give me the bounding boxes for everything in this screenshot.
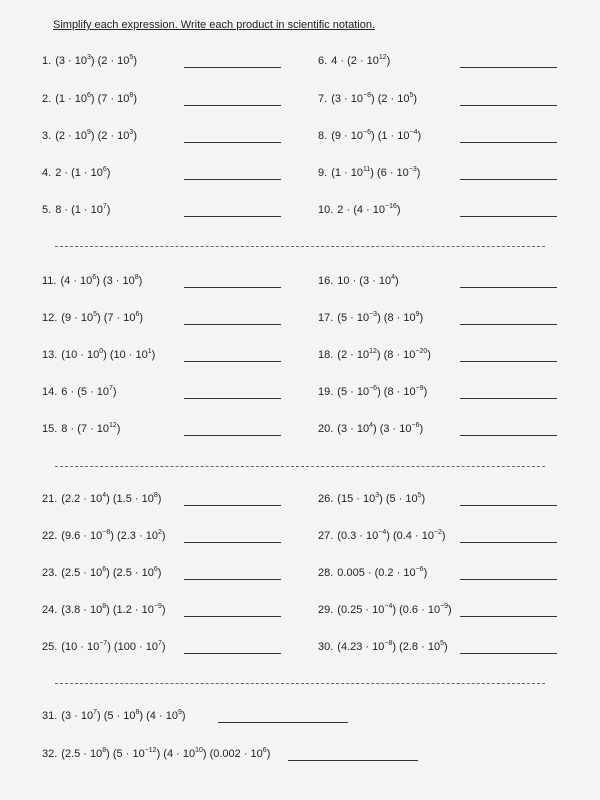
problem-8: [318, 128, 421, 144]
expression-text: (15 · 10: [337, 493, 376, 505]
expression-text: ) (4 · 10: [139, 710, 178, 722]
problem-expression: [337, 204, 400, 216]
problem-expression: [337, 641, 447, 653]
expression-text: ): [133, 93, 137, 105]
expression-text: ) (8 · 10: [377, 312, 416, 324]
expression-text: ) (2 · 10: [370, 93, 410, 105]
problem-expression: [61, 710, 185, 722]
expression-text: ): [112, 386, 117, 398]
problem-29: [318, 602, 452, 618]
problem-14: [42, 384, 117, 400]
expression-text: ): [395, 275, 399, 287]
exponent: 12: [108, 422, 117, 429]
exponent: −8: [102, 529, 111, 536]
problem-number: 19.: [318, 386, 334, 398]
problem-expression: [61, 423, 120, 435]
problem-expression: [331, 167, 420, 179]
exponent: 8: [135, 709, 140, 716]
expression-text: ): [106, 204, 111, 216]
answer-blank[interactable]: [184, 105, 281, 106]
problem-expression: [337, 567, 427, 579]
expression-text: ) (100 · 10: [107, 641, 158, 653]
problem-expression: [61, 567, 161, 579]
exponent: 9: [415, 311, 420, 318]
exponent: −20: [415, 348, 428, 355]
problem-expression: [337, 604, 451, 616]
answer-blank[interactable]: [184, 361, 281, 362]
expression-text: ) (3 · 10: [96, 275, 135, 287]
problem-4: [42, 165, 110, 181]
problem-number: 2.: [42, 93, 52, 105]
expression-text: ): [386, 55, 391, 67]
exponent: −7: [99, 640, 108, 647]
problem-2: [42, 91, 137, 107]
expression-text: ): [417, 130, 422, 142]
expression-text: ) (0.6 · 10: [392, 604, 441, 616]
problem-expression: [60, 275, 142, 287]
expression-text: (10 · 10: [61, 641, 100, 653]
exponent: 6: [102, 166, 107, 173]
answer-blank[interactable]: [460, 542, 557, 543]
expression-text: 2 · (4 · 10: [337, 204, 385, 216]
answer-blank[interactable]: [184, 435, 281, 436]
problem-number: 23.: [42, 567, 58, 579]
exponent: 8: [102, 603, 107, 610]
problem-30: [318, 639, 448, 655]
expression-text: ): [116, 423, 121, 435]
exponent: 8: [129, 92, 134, 99]
answer-blank[interactable]: [460, 287, 557, 288]
expression-text: (3 · 10: [61, 710, 94, 722]
expression-text: ) (1 · 10: [370, 130, 410, 142]
exponent: 3: [375, 492, 380, 499]
problem-expression: [55, 204, 110, 216]
exponent: 5: [409, 92, 414, 99]
exponent: 4: [391, 274, 396, 281]
answer-blank[interactable]: [184, 142, 281, 143]
exponent: 4: [102, 492, 107, 499]
expression-text: ) (0.4 · 10: [386, 530, 434, 542]
problem-expression: [337, 312, 423, 324]
problem-12: [42, 310, 143, 326]
problem-6: [318, 53, 390, 69]
expression-text: ): [139, 312, 144, 324]
problem-number: 20.: [318, 423, 334, 435]
expression-text: ) (6 · 10: [370, 167, 409, 179]
problem-number: 22.: [42, 530, 58, 542]
problem-expression: [55, 167, 110, 179]
problem-20: [318, 421, 423, 437]
problem-expression: [55, 93, 137, 105]
exponent: 5: [93, 311, 97, 318]
problem-7: [318, 91, 417, 107]
answer-blank[interactable]: [460, 435, 557, 436]
answer-blank[interactable]: [460, 179, 557, 180]
answer-blank[interactable]: [460, 105, 557, 106]
problem-number: 12.: [42, 312, 58, 324]
problem-number: 24.: [42, 604, 58, 616]
expression-text: ): [419, 423, 424, 435]
expression-text: ): [448, 604, 452, 616]
expression-text: ): [443, 641, 448, 653]
exponent: 5: [440, 640, 444, 647]
problem-number: 21.: [42, 493, 58, 505]
problem-number: 14.: [42, 386, 58, 398]
problem-number: 30.: [318, 641, 334, 653]
expression-text: (10 · 10: [61, 349, 100, 361]
problem-10: [318, 202, 401, 218]
expression-text: (4.23 · 10: [337, 641, 385, 653]
problem-expression: [61, 386, 116, 398]
exponent: −2: [433, 529, 442, 536]
answer-blank[interactable]: [184, 616, 281, 617]
expression-text: 8 · (7 · 10: [61, 423, 109, 435]
exponent: 5: [417, 492, 422, 499]
answer-blank[interactable]: [460, 616, 557, 617]
problem-15: [42, 421, 120, 437]
exponent: −12: [144, 747, 157, 754]
problem-expression: [55, 55, 137, 67]
expression-text: ): [396, 204, 401, 216]
expression-text: ) (7 · 10: [97, 312, 136, 324]
expression-text: ): [106, 167, 111, 179]
expression-text: ) (1.2 · 10: [106, 604, 154, 616]
problem-3: [42, 128, 137, 144]
exponent: 6: [92, 274, 97, 281]
expression-text: ) (7 · 10: [90, 93, 130, 105]
expression-text: 4 · (2 · 10: [331, 55, 379, 67]
problem-number: 4.: [42, 167, 52, 179]
expression-text: (0.3 · 10: [337, 530, 379, 542]
expression-text: (9 · 10: [61, 312, 94, 324]
problem-number: 7.: [318, 93, 328, 105]
problem-number: 13.: [42, 349, 58, 361]
answer-blank[interactable]: [184, 579, 281, 580]
problem-expression: [337, 349, 431, 361]
expression-text: (3 · 10: [55, 55, 87, 67]
exponent: 12: [369, 348, 377, 355]
problem-17: [318, 310, 423, 326]
problem-expression: [61, 312, 143, 324]
problem-number: 3.: [42, 130, 52, 142]
problem-1: [42, 53, 137, 69]
exponent: 10: [195, 747, 203, 754]
answer-blank[interactable]: [460, 398, 557, 399]
problem-9: [318, 165, 420, 181]
expression-text: ): [133, 55, 137, 67]
problem-number: 5.: [42, 204, 52, 216]
answer-blank[interactable]: [218, 722, 348, 723]
problem-number: 25.: [42, 641, 58, 653]
expression-text: (2.5 · 10: [61, 748, 103, 760]
exponent: −3: [408, 166, 417, 173]
expression-text: ): [421, 493, 426, 505]
expression-text: ) (5 · 10: [106, 748, 145, 760]
problem-number: 26.: [318, 493, 334, 505]
expression-text: ) (5 · 10: [97, 710, 136, 722]
problem-25: [42, 639, 166, 655]
exponent: 6: [135, 311, 140, 318]
problem-19: [318, 384, 427, 400]
expression-text: (5 · 10: [337, 312, 370, 324]
problem-11: [42, 273, 142, 289]
exponent: 7: [102, 203, 107, 210]
answer-blank[interactable]: [184, 179, 281, 180]
expression-text: 2 · (1 · 10: [55, 167, 103, 179]
problem-number: 8.: [318, 130, 328, 142]
problem-24: [42, 602, 166, 618]
problem-5: [42, 202, 110, 218]
expression-text: ) (3 · 10: [373, 423, 412, 435]
exponent: −16: [384, 203, 397, 210]
expression-text: ): [181, 710, 186, 722]
problem-expression: [61, 748, 270, 760]
expression-text: (9 · 10: [331, 130, 363, 142]
problem-number: 27.: [318, 530, 334, 542]
exponent: 12: [378, 54, 387, 61]
expression-text: ): [133, 130, 137, 142]
problem-number: 17.: [318, 312, 334, 324]
expression-text: ) (2 · 10: [90, 55, 130, 67]
exponent: 8: [134, 274, 139, 281]
exponent: 3: [129, 129, 134, 136]
problem-expression: [331, 55, 390, 67]
expression-text: ) (2 · 10: [90, 130, 130, 142]
answer-blank[interactable]: [184, 67, 281, 68]
expression-text: ): [157, 493, 162, 505]
expression-text: ) (10 · 10: [103, 349, 148, 361]
expression-text: ): [419, 312, 424, 324]
exponent: 11: [362, 166, 371, 173]
problem-28: [318, 565, 427, 581]
problem-number: 18.: [318, 349, 334, 361]
exponent: 1: [147, 348, 152, 355]
expression-text: (1 · 10: [55, 93, 87, 105]
answer-blank[interactable]: [460, 142, 557, 143]
expression-text: ) (0.002 · 10: [202, 748, 263, 760]
expression-text: ): [157, 567, 162, 579]
exponent: 8: [153, 492, 158, 499]
problem-number: 28.: [318, 567, 334, 579]
exponent: 6: [153, 566, 158, 573]
exponent: 8: [102, 747, 107, 754]
problem-number: 16.: [318, 275, 334, 287]
problem-number: 6.: [318, 55, 328, 67]
expression-text: ) (4 · 10: [156, 748, 196, 760]
answer-blank[interactable]: [460, 324, 557, 325]
problem-number: 9.: [318, 167, 328, 179]
answer-blank[interactable]: [288, 760, 418, 761]
problem-expression: [337, 386, 427, 398]
expression-text: ): [441, 530, 446, 542]
problem-expression: [331, 130, 421, 142]
exponent: 6: [86, 92, 91, 99]
problem-22: [42, 528, 166, 544]
problem-expression: [61, 349, 155, 361]
expression-text: ): [413, 93, 418, 105]
expression-text: (2 · 10: [55, 130, 87, 142]
expression-text: ): [161, 641, 166, 653]
expression-text: 8 · (1 · 10: [55, 204, 103, 216]
problem-expression: [61, 604, 165, 616]
problem-number: 15.: [42, 423, 58, 435]
exponent: 9: [177, 709, 182, 716]
expression-text: ) (8 · 10: [376, 349, 416, 361]
exponent: 0: [99, 348, 104, 355]
expression-text: (5 · 10: [337, 386, 370, 398]
expression-text: ): [427, 349, 431, 361]
expression-text: (3 · 10: [337, 423, 370, 435]
exponent: 7: [108, 385, 113, 392]
expression-text: ): [266, 748, 271, 760]
exponent: 6: [262, 747, 267, 754]
section-divider: [55, 683, 545, 684]
expression-text: (2.2 · 10: [61, 493, 103, 505]
answer-blank[interactable]: [460, 505, 557, 506]
problem-18: [318, 347, 431, 363]
problem-31: [42, 708, 186, 724]
problem-number: 1.: [42, 55, 52, 67]
expression-text: ) (8 · 10: [377, 386, 416, 398]
exponent: −4: [378, 529, 387, 536]
problem-21: [42, 491, 161, 507]
problem-expression: [61, 641, 165, 653]
answer-blank[interactable]: [460, 579, 557, 580]
exponent: −9: [153, 603, 162, 610]
answer-blank[interactable]: [184, 398, 281, 399]
problem-expression: [61, 493, 161, 505]
answer-blank[interactable]: [184, 287, 281, 288]
expression-text: ) (2.8 · 10: [392, 641, 441, 653]
exponent: −9: [415, 385, 424, 392]
section-divider: [55, 466, 545, 467]
answer-blank[interactable]: [460, 653, 557, 654]
expression-text: (2 · 10: [337, 349, 370, 361]
answer-blank[interactable]: [460, 361, 557, 362]
answer-blank[interactable]: [184, 653, 281, 654]
expression-text: (2.5 · 10: [61, 567, 103, 579]
expression-text: (0.25 · 10: [337, 604, 385, 616]
problem-number: 29.: [318, 604, 334, 616]
expression-text: ): [423, 386, 428, 398]
exponent: −8: [362, 92, 371, 99]
expression-text: ) (2.5 · 10: [106, 567, 154, 579]
exponent: 3: [86, 54, 91, 61]
problem-27: [318, 528, 446, 544]
problem-expression: [55, 130, 137, 142]
exponent: 5: [129, 54, 134, 61]
expression-text: ): [161, 604, 166, 616]
exponent: −6: [415, 566, 424, 573]
problem-number: 32.: [42, 748, 58, 760]
expression-text: ): [151, 349, 156, 361]
problem-number: 31.: [42, 710, 58, 722]
exponent: 7: [93, 709, 97, 716]
exponent: −8: [384, 640, 393, 647]
exponent: −9: [440, 603, 449, 610]
answer-blank[interactable]: [460, 67, 557, 68]
expression-text: ) (5 · 10: [379, 493, 418, 505]
expression-text: ) (1.5 · 10: [106, 493, 154, 505]
exponent: −6: [411, 422, 420, 429]
answer-blank[interactable]: [184, 505, 281, 506]
problem-23: [42, 565, 161, 581]
exponent: 7: [157, 640, 162, 647]
problem-expression: [331, 93, 417, 105]
expression-text: (9.6 · 10: [61, 530, 103, 542]
expression-text: (3.8 · 10: [61, 604, 103, 616]
exponent: −3: [369, 311, 378, 318]
worksheet-title: Simplify each expression. Write each product in scientific notation.: [53, 19, 376, 31]
problem-26: [318, 491, 425, 507]
problem-number: 10.: [318, 204, 334, 216]
answer-blank[interactable]: [460, 216, 557, 217]
exponent: 9: [86, 129, 91, 136]
expression-text: ): [138, 275, 143, 287]
expression-text: (3 · 10: [331, 93, 363, 105]
answer-blank[interactable]: [184, 324, 281, 325]
expression-text: ): [423, 567, 428, 579]
exponent: −6: [362, 129, 371, 136]
exponent: 4: [369, 422, 373, 429]
exponent: −4: [384, 603, 393, 610]
problem-13: [42, 347, 155, 363]
problem-expression: [61, 530, 165, 542]
expression-text: (1 · 10: [331, 167, 363, 179]
exponent: −6: [369, 385, 378, 392]
exponent: 6: [102, 566, 107, 573]
exponent: −4: [409, 129, 418, 136]
expression-text: ) (2.3 · 10: [110, 530, 158, 542]
problem-expression: [337, 530, 445, 542]
problem-32: [42, 746, 270, 762]
answer-blank[interactable]: [184, 216, 281, 217]
expression-text: ): [161, 530, 166, 542]
exponent: 2: [157, 529, 162, 536]
problem-number: 11.: [42, 275, 57, 287]
answer-blank[interactable]: [184, 542, 281, 543]
expression-text: 0.005 · (0.2 · 10: [337, 567, 416, 579]
problem-16: [318, 273, 399, 289]
section-divider: [55, 246, 545, 247]
expression-text: 10 · (3 · 10: [337, 275, 392, 287]
expression-text: (4 · 10: [60, 275, 93, 287]
problem-expression: [337, 423, 423, 435]
expression-text: 6 · (5 · 10: [61, 386, 109, 398]
problem-expression: [337, 493, 425, 505]
expression-text: ): [416, 167, 421, 179]
problem-expression: [337, 275, 398, 287]
